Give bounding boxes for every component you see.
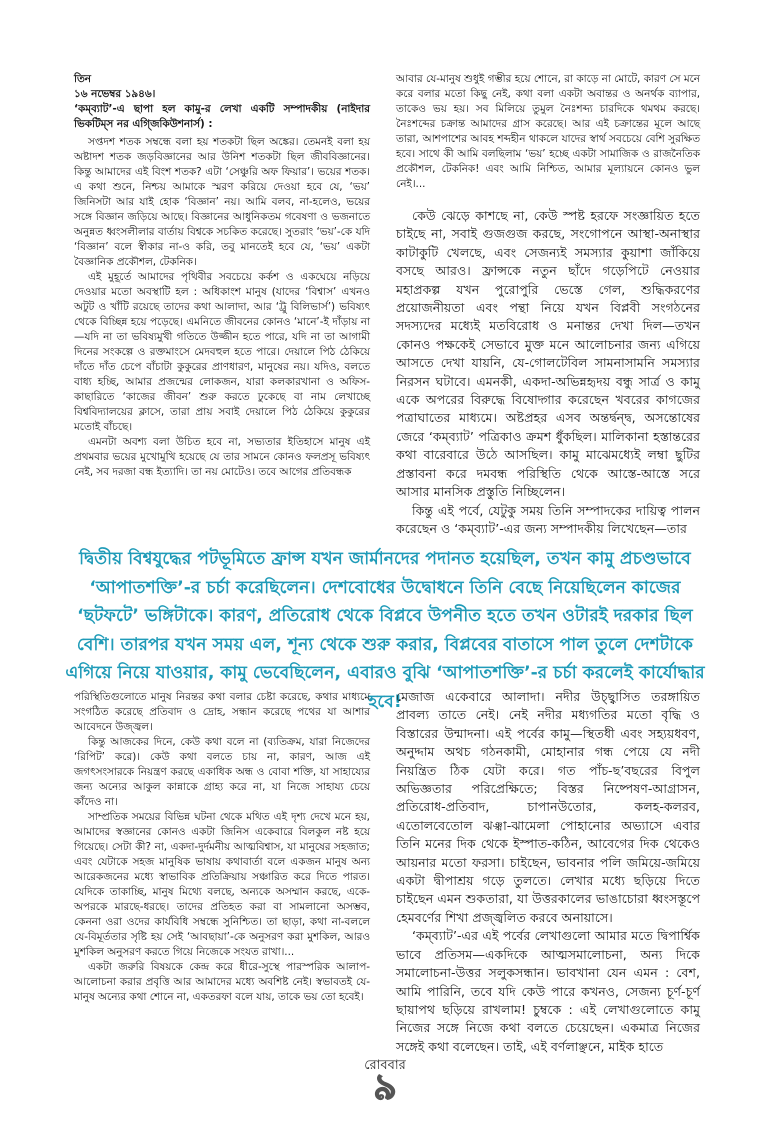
section-title: তিন bbox=[74, 73, 91, 85]
date-line: ১৬ নভেম্বর ১৯৪৬। bbox=[74, 88, 156, 100]
body-paragraph: কিন্তু এই পর্বে, যেটুকু সময় তিনি সম্পাদকের দায়িত্ব পালন করেছেন ও ‘কম্‌ব্যাট’-এর জন্য সম্পাদকীয় লিখেছেন—তার bbox=[396, 502, 700, 536]
magazine-name: রোববার bbox=[364, 1058, 406, 1073]
body-paragraph: কিন্তু আজকের দিনে, কেউ কথা বলে না (ব্যতিক্রম, যারা নিজেদের ‘রিপিট’ করে)। কেউ কথা বলতে চায় না, কারণ, আজ এই জগৎসংসারকে নিয়ন্ত্রণ করছে একাধিক অন্ধ ও বোবা শক্তি, যা সাহায্যের জন্য অন্যের আকুল কান্নাকে গ্রাহ্য করে না, যা নিজে সাহায্য চেয়ে কাঁদেও না। bbox=[74, 736, 370, 808]
body-paragraph: আবার যে-মানুষ শুধুই গম্ভীর হয়ে শোনে, রা কাড়ে না মোটে, কারণ সে মনে করে বলার মতো কিছু নেই, কথা বলা একটা অবান্তর ও অনর্থক ব্যাপার, তাকেও ভয় হয়। সব মিলিয়ে তুমুল নৈঃশব্দ্য চারদিকে থমথম করছে। নৈঃশব্দের চক্রান্ত আমাদের গ্রাস করেছে। আর এই চক্রান্তের মূলে আছে তারা, আশপাশের আবহ শব্দহীন থাকলে যাদের স্বার্থ সবচেয়ে বেশি সুরক্ষিত হবে। সাথে কী আমি বলছিলাম ‘ভয়’ হচ্ছে একটা সামাজিক ও রাজনৈতিক প্রকৌশল, টেকনিক! এবং আমি নিশ্চিত, আমার মূল্যায়নে কোনও ভুল নেই।... bbox=[396, 73, 700, 190]
body-paragraph: ‘কম্‌ব্যাট’-এর এই পর্বের লেখাগুলো আমার মতে দ্বিপার্শ্বিক ভাবে প্রতিসম—একদিকে আত্মসমালোচনা, অন্য দিকে সমালোচনা-উত্তর সলুকসন্ধান। ভাবখানা যেন এমন : বেশ, আমি পারিনি, তবে যদি কেউ পারে কখনও, সেজন্য চূর্ণ-চূর্ণ ছায়াপথ ছড়িয়ে রাখলাম! চুম্বকে : এই লেখাগুলোতে কামু নিজের সঙ্গে নিজে কথা বলতে চেয়েছেন। একমাত্র নিজের সঙ্গেই কথা বলেছেন। তাই, এই বর্ণলাঞ্ছনে, মাইক হাতে bbox=[396, 928, 700, 1054]
left-top-column bbox=[74, 72, 370, 480]
intro-heading: ‘কম্‌ব্যাট’-এ ছাপা হল কামু-র লেখা একটি সম্পাদকীয় (নাইদার ভিকটিম্‌স নর এগ্জিকিউশনার্স) : bbox=[74, 103, 370, 130]
right-top-column bbox=[396, 72, 700, 538]
body-paragraph: পরিস্থিতিগুলোতে মানুষ নিরন্তর কথা বলার চেষ্টা করেছে, কথার মাধ্যমে সংগঠিত করেছে প্রতিবাদ ও দ্রোহ, সন্ধান করেছে পথের যা আশার আবেদনে উজ্জ্বল। bbox=[74, 691, 370, 733]
body-paragraph: একটা জরুরি বিষয়কে কেন্দ্র করে ধীরে-সুস্থে পারস্পরিক আলাপ-আলোচনা করার প্রবৃত্তি আর আমাদের মধ্যে অবশিষ্ট নেই। স্বভাবতই যে-মানুষ অন্যের কথা শোনে না, একতরফা বলে যায়, তাকে ভয় তো হবেই। bbox=[74, 961, 370, 1003]
body-paragraph: কেউ ঝেড়ে কাশছে না, কেউ স্পষ্ট হরফে সংজ্ঞায়িত হতে চাইছে না, সবাই গুজগুজ করছে, সংগোপনে আস্থা-অনাস্থার কাটাকুটি খেলছে, এবং সেজন্যই সমস্যার কুয়াশা জাঁকিয়ে বসছে আরও। ফ্রান্সকে নতুন ছাঁদে গড়েপিটে নেওয়ার মহাপ্রকল্প যখন পুরোপুরি ভেস্তে গেল, শুদ্ধিকরণের প্রয়োজনীয়তা এবং পন্থা নিয়ে যখন বিপ্লবী সংগঠনের সদস্যদের মধ্যেই মতবিরোধ ও মনান্তর দেখা দিল—তখন কোনও পক্ষকেই সেভাবে মুক্ত মনে আলোচনার জন্য এগিয়ে আসতে দেখা যায়নি, যে-গোলটেবিল সামনাসামনি সমস্যার নিরসন ঘটাবে। এমনকী, একদা-অভিন্নহৃদয় বন্ধু সার্ত্র ও কামু একে অপরের বিরুদ্ধে বিষোদ্গার করেছেন খবরের কাগজের পত্রাঘাতের মাধ্যমে। অষ্টপ্রহর এসব অন্তর্দ্বন্দ্ব, অসন্তোষের জেরে ‘কম্‌ব্যাট’ পত্রিকাও ক্রমশ ধুঁকছিল। মালিকানা হস্তান্তরের কথা বারেবারে উঠে আসছিল। কামু মাঝেমধ্যেই লম্বা ছুটির প্রস্তাবনা করে দমবন্ধ পরিস্থিতি থেকে আস্তে-আস্তে সরে আসার মানসিক প্রস্তুতি নিচ্ছিলেন। bbox=[396, 208, 700, 500]
right-bottom-column bbox=[396, 688, 700, 1056]
body-paragraph: মেজাজ একেবারে আলাদা। নদীর উচ্ছ্বাসিত তরঙ্গায়িত প্রাবল্য তাতে নেই। নেই নদীর মধ্যগতির মতো বৃদ্ধি ও বিস্তারের উন্মাদনা। এই পর্বের কামু—স্থিতধী এবং সহ্যয়ধবণ, অনুদ্দাম অথচ গঠনকামী, মোহানার গন্ধ পেয়ে যে নদী নিয়ন্ত্রিত ঠিক যেটা করে। গত পাঁচ-ছ’বছরের বিপুল অভিজ্ঞতার পরিপ্রেক্ষিতে; বিস্তর নিষ্পেষণ-আগ্রাসন, প্রতিরোধ-প্রতিবাদ, চাপানউতোর, কলহ-কলরব, এতোলবেতোল ঝঞ্ঝা-ঝামেলা পোহানোর অভ্যাসে এবার তিনি মনের দিক থেকে ইস্পাত-কঠিন, আবেগের দিক থেকেও আয়নার মতো ফরসা। চাইছেন, ভাবনার পলি জমিয়ে-জমিয়ে একটা দ্বীপাশ্রয় গড়ে তুলতে। লেখার মধ্যে ছড়িয়ে দিতে চাইছেন এমন শুকতারা, যা উত্তরকালের ভাঙাচোরা ধ্বংসস্তূপে হেমবর্ণের শিখা প্রজ্জ্বলিত করবে অনায়াসে। bbox=[396, 689, 700, 925]
page-number-text: ৯ bbox=[373, 1067, 397, 1107]
body-paragraph: এমনটা অবশ্য বলা উচিত হবে না, সভ্যতার ইতিহাসে মানুষ এই প্রথমবার ভয়ের মুখোমুখি হয়েছে যে তার সামনে কোনও ফলপ্রসূ ভবিষ্যৎ নেই, সব দরজা বন্ধ ইত্যাদি। তা নয় মোটেও। তবে আগের প্রতিবন্ধক bbox=[74, 436, 370, 478]
pull-quote: দ্বিতীয় বিশ্বযুদ্ধের পটভূমিতে ফ্রান্স যখন জার্মানদের পদানত হয়েছিল, তখন কামু প্রচণ্ডভাবে ‘আপাতশক্তি’-র চর্চা করেছিলেন। দেশবোধের উদ্বোধনে তিনি বেছে নিয়েছিলেন কাজের ‘ছটফটে’ ভঙ্গিটাকে। কারণ, প্রতিরোধ থেকে বিপ্লবে উপনীত হতে তখন ওটারই দরকার ছিল বেশি। তারপর যখন সময় এল, শূন্য থেকে শুরু করার, বিপ্লবের বাতাসে পাল তুলে দেশটাকে এগিয়ে নিয়ে যাওয়ার, কামু ভেবেছিলেন, এবারও বুঝি ‘আপাতশক্তি’-র চর্চা করলেই কার্যোদ্ধার হবে! bbox=[65, 549, 705, 712]
body-paragraph: এই মুহূর্তে আমাদের পৃথিবীর সবচেয়ে কর্কশ ও একঘেয়ে নড়িয়ে দেওয়ার মতো অবস্থাটি হল : অধিকাংশ মানুষ (যাদের ‘বিশ্বাস’ এখনও অটুট ও খাঁটি রয়েছে তাদের কথা আলাদা, আর ‘ট্রু বিলিভার্স’) ভবিষ্যৎ থেকে বিচ্ছিন্ন হয়ে পড়েছে। এমনিতে জীবনের কোনও ‘মানে’-ই দাঁড়ায় না—যদি না তা ভবিষ্যমুখী গতিতে উজ্জীন হতে পারে, যদি না তা আগামী দিনের সংকল্পে ও রক্তমাংসে মেদবহুল হতে পারে। দেয়ালে পিঠ ঠেকিয়ে দাঁতে দাঁত চেপে বাঁচাটা কুকুরের প্রাণধারণ, মানুষের নয়। যদিও, বলতে বাধ্য হচ্ছি, আমার প্রজন্মের লোকজন, যারা কলকারখানা ও অফিস-কাছারিতে ‘কাজের জীবন’ শুরু করতে ঢুকেছে বা নাম লেখাচ্ছে বিশ্ববিদ্যালয়ের ক্লাসে, তারা প্রায় সবাই দেয়ালে পিঠ ঠেকিয়ে কুকুরের মতোই বাঁচছে। bbox=[74, 271, 370, 433]
body-paragraph: সাম্প্রতিক সময়ের বিভিন্ন ঘটনা থেকে মথিত এই দৃশ্য দেখে মনে হয়, আমাদের স্বজ্ঞানের কোনও একটা জিনিস একেবারে বিলকুল নষ্ট হয়ে গিয়েছে। সেটা কী? না, একদা-দুর্দমনীয় আত্মবিশ্বাস, যা মানুষের সহজাত; এবং যেটাকে সহজ মানুষিক ভাষায় কথাবার্তা বলে একজন মানুষ অন্য আরেকজনের মধ্যে স্বাভাবিক প্রতিক্রিয়ায় সঞ্চারিত করে দিতে পারত। যেদিকে তাকাচ্ছি, মানুষ মিথ্যে বলছে, অন্যকে অসম্মান করছে, একে-অপরকে মারছে-ধরছে। তাদের প্রতিহত করা বা সামলানো অসম্ভব, কেননা ওরা ওদের কার্যবিধি সম্বন্ধে সুনিশ্চিত। তা ছাড়া, কথা না-বললে যে-বিমূর্ততার সৃষ্টি হয় সেই ‘আবছায়া’-কে অনুসরণ করা মুশকিল, আরও মুশকিল অনুসরণ করতে গিয়ে নিজেকে সংযত রাখা।... bbox=[74, 811, 370, 958]
page-number bbox=[0, 1067, 770, 1107]
left-bottom-column bbox=[74, 690, 370, 1005]
body-paragraph: সপ্তদশ শতক সম্বন্ধে বলা হয় শতকটা ছিল অঙ্কের। তেমনই বলা হয় অষ্টাদশ শতক জড়বিজ্ঞানের আর উনিশ শতকটা ছিল জীববিজ্ঞানের। কিন্তু আমাদের এই বিংশ শতক? এটা ‘সেঞ্চুরি অফ ফিয়ার’। ভয়ের শতক। এ কথা শুনে, নিশ্চয় আমাকে স্মরণ করিয়ে দেওয়া হবে যে, ‘ভয়’ জিনিসটা আর যাই হোক ‘বিজ্ঞান’ নয়। আমি বলব, না-হলেও, ভয়ের সঙ্গে বিজ্ঞান জড়িয়ে আছে। বিজ্ঞানের আধুনিকতম গবেষণা ও ভজনাতে অনুন্নত ধ্বংসলীলার বার্তায় বিশ্বকে সচকিত করেছে। সুতরাং ‘ভয়’-কে যদি ‘বিজ্ঞান’ বলে স্বীকার না-ও করি, তবু মানতেই হবে যে, ‘ভয়’ একটা বৈজ্ঞানিক প্রকৌশল, টেকনিক। bbox=[74, 136, 370, 268]
